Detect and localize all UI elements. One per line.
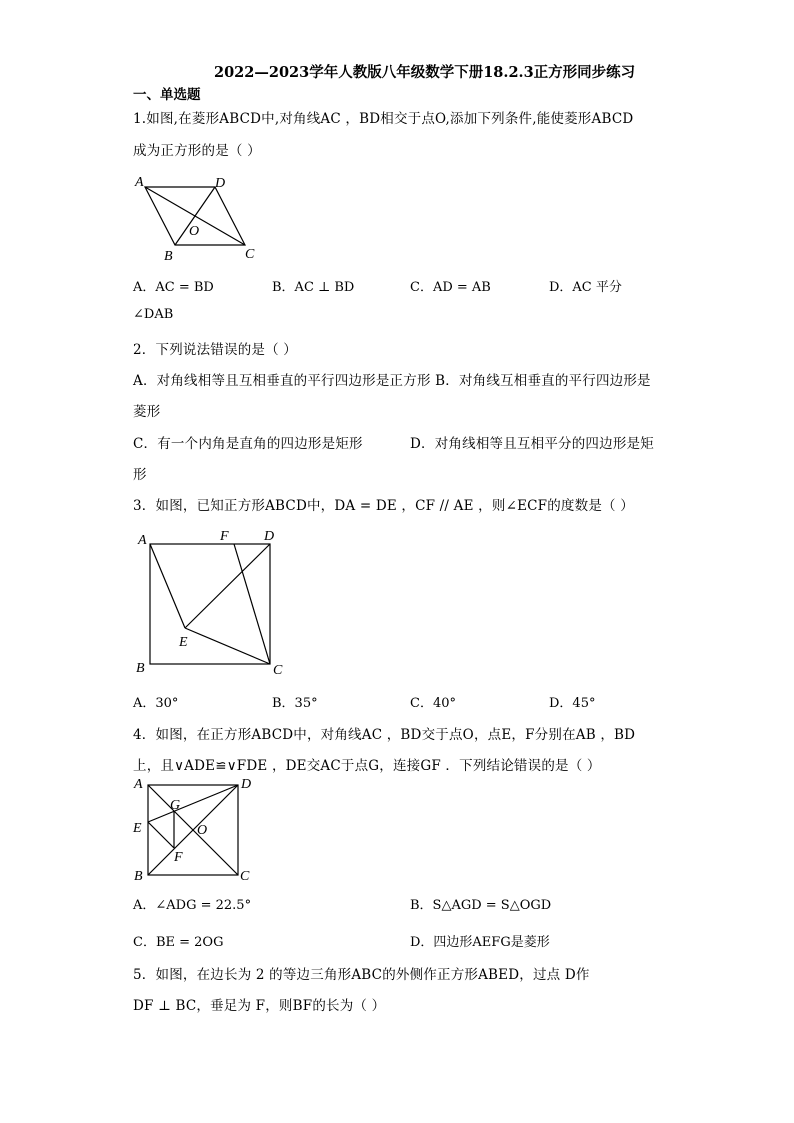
page-title: 2022—2023学年人教版八年级数学下册18.2.3正方形同步练习	[214, 64, 636, 81]
segment-de	[148, 785, 238, 822]
q3-option-c[interactable]: C．40°	[410, 696, 456, 711]
q3-label-e: E	[179, 635, 188, 650]
q3-label-d: D	[264, 529, 275, 544]
q4-option-b[interactable]: B．S△AGD = S△OGD	[410, 898, 552, 913]
q4-option-c[interactable]: C．BE = 2OG	[133, 935, 224, 950]
q4-label-g: G	[170, 798, 181, 813]
q4-label-c: C	[240, 869, 250, 884]
q3-square-figure	[130, 524, 295, 679]
segment-ef	[148, 822, 174, 848]
q1-option-d[interactable]: D．AC 平分	[549, 280, 622, 295]
q1-label-b: B	[164, 249, 173, 264]
q2-option-d[interactable]: D．对角线相等且互相平分的四边形是矩	[410, 436, 654, 452]
q3-label-a: A	[138, 533, 147, 548]
q4-square-figure	[130, 776, 260, 884]
q1-stem-line1: 1.如图,在菱形ABCD中,对角线AC ，BD相交于点O,添加下列条件,能使菱形ABCD	[133, 111, 634, 127]
q3-label-f: F	[220, 529, 229, 544]
segment-ae	[150, 544, 185, 628]
q2-stem: 2．下列说法错误的是（ ）	[133, 342, 297, 358]
q4-label-o: O	[197, 823, 208, 838]
q2-option-c[interactable]: C．有一个内角是直角的四边形是矩形	[133, 436, 363, 452]
q4-label-a: A	[134, 777, 143, 792]
q1-option-c[interactable]: C．AD = AB	[410, 280, 491, 295]
q4-label-e: E	[133, 821, 142, 836]
q2-option-a-line2: 菱形	[133, 404, 161, 420]
q3-option-a[interactable]: A．30°	[133, 696, 179, 711]
q1-option-b[interactable]: B．AC ⊥ BD	[272, 280, 355, 295]
q3-label-b: B	[136, 661, 145, 676]
q1-label-a: A	[135, 175, 144, 190]
q1-label-o: O	[189, 224, 200, 239]
q5-stem-line2: DF ⊥ BC，垂足为 F，则BF的长为（ ）	[133, 998, 386, 1014]
q4-option-a[interactable]: A．∠ADG = 22.5°	[133, 898, 252, 913]
q4-stem-line1: 4．如图，在正方形ABCD中，对角线AC ，BD交于点O，点E，F分别在AB ，BD	[133, 727, 636, 743]
q1-label-d: D	[215, 176, 226, 191]
segment-ec	[185, 628, 270, 664]
q3-stem: 3．如图，已知正方形ABCD中，DA = DE ，CF // AE ，则∠ECF的度数是（ ）	[133, 498, 634, 514]
section-heading: 一、单选题	[133, 87, 201, 103]
q2-option-d-cont: 形	[133, 467, 147, 483]
q1-option-d-cont: ∠DAB	[133, 307, 174, 322]
q1-option-a[interactable]: A．AC = BD	[133, 280, 214, 295]
q4-stem-line2: 上，且∨ADE≌∨FDE ，DE交AC于点G，连接GF ．下列结论错误的是（ ）	[133, 758, 601, 774]
q5-stem-line1: 5．如图，在边长为 2 的等边三角形ABC的外侧作正方形ABED，过点 D作	[133, 967, 590, 983]
segment-de	[185, 544, 270, 628]
q3-label-c: C	[273, 663, 283, 678]
q3-option-b[interactable]: B．35°	[272, 696, 318, 711]
q3-option-d[interactable]: D．45°	[549, 696, 596, 711]
q4-label-d: D	[241, 777, 252, 792]
q4-label-f: F	[174, 850, 183, 865]
q2-option-a-line1[interactable]: A．对角线相等且互相垂直的平行四边形是正方形 B．对角线互相垂直的平行四边形是	[133, 373, 651, 389]
q1-rhombus-figure	[130, 172, 265, 264]
q1-label-c: C	[245, 247, 255, 262]
q4-label-b: B	[134, 869, 143, 884]
q1-stem-line2: 成为正方形的是（ ）	[133, 143, 261, 159]
q4-option-d[interactable]: D．四边形AEFG是菱形	[410, 935, 550, 950]
